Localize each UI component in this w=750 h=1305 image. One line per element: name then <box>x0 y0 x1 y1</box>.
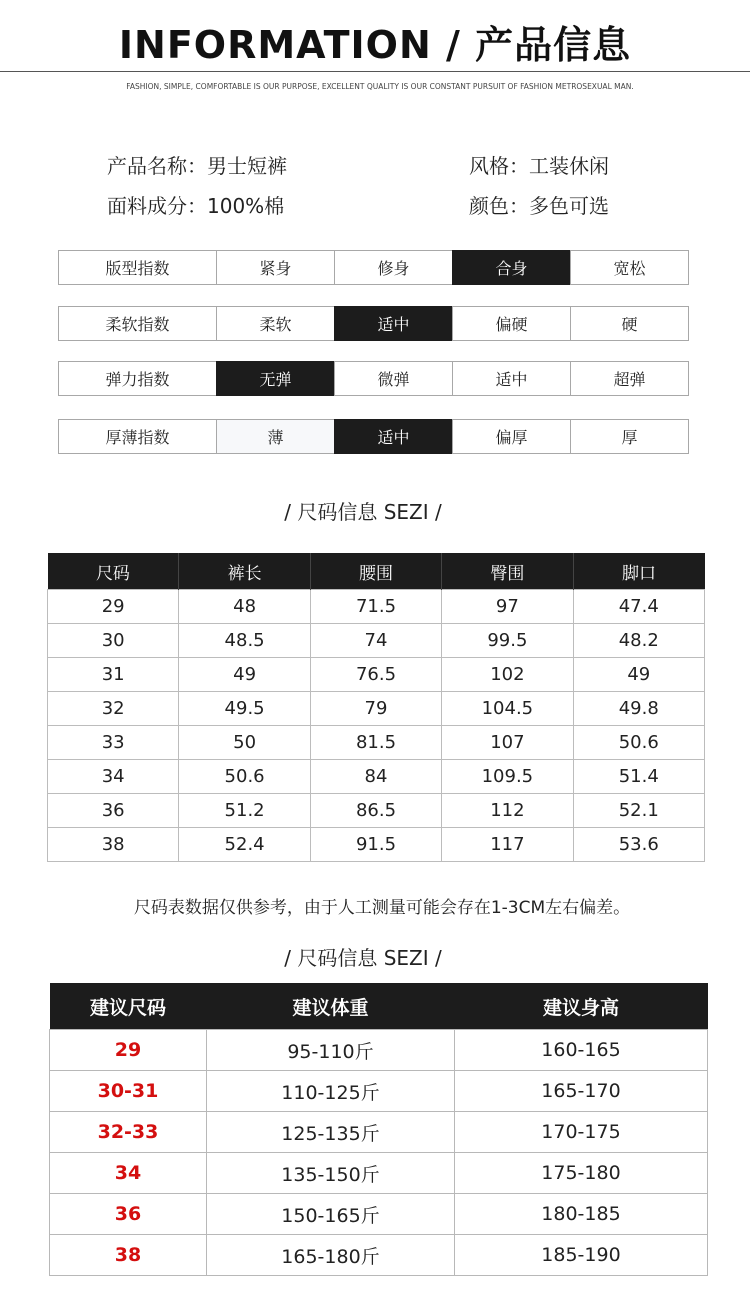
index-label: 柔软指数 <box>58 306 217 341</box>
index-option: 柔软 <box>216 306 335 341</box>
table-cell: 30 <box>48 624 179 658</box>
table-cell: 49 <box>179 658 310 692</box>
table-cell: 150-165斤 <box>207 1194 455 1235</box>
table-row <box>48 658 705 692</box>
table-cell: 97 <box>442 590 573 624</box>
table-cell: 48 <box>179 590 310 624</box>
column-header: 脚口 <box>573 553 704 590</box>
table-cell: 49.5 <box>179 692 310 726</box>
table-row <box>48 590 705 624</box>
title-divider <box>0 71 750 72</box>
product-style: 风格：工装休闲 <box>469 154 609 178</box>
table-cell: 99.5 <box>442 624 573 658</box>
brand-tagline: FASHION, SIMPLE, COMFORTABLE IS OUR PURPOSE, EXCELLENT QUALITY IS OUR CONSTANT PURSUIT OF FASHION METROSEXUAL MAN. <box>126 82 634 91</box>
column-header: 腰围 <box>310 553 441 590</box>
index-option: 硬 <box>570 306 689 341</box>
table-cell: 160-165 <box>455 1030 708 1071</box>
recommend-section-title: / 尺码信息 SEZI / <box>284 946 442 970</box>
index-label: 弹力指数 <box>58 361 217 396</box>
table-row <box>50 1030 708 1071</box>
table-cell: 48.5 <box>179 624 310 658</box>
thickness-index-row <box>58 419 690 454</box>
table-cell: 36 <box>48 794 179 828</box>
table-cell: 34 <box>48 760 179 794</box>
table-cell: 50.6 <box>179 760 310 794</box>
table-cell: 112 <box>442 794 573 828</box>
table-cell: 165-170 <box>455 1071 708 1112</box>
table-cell: 71.5 <box>310 590 441 624</box>
table-cell: 47.4 <box>573 590 704 624</box>
column-header: 尺码 <box>48 553 179 590</box>
table-cell: 95-110斤 <box>207 1030 455 1071</box>
table-cell: 117 <box>442 828 573 862</box>
table-cell: 51.2 <box>179 794 310 828</box>
table-cell: 81.5 <box>310 726 441 760</box>
index-option: 超弹 <box>570 361 689 396</box>
table-cell: 84 <box>310 760 441 794</box>
measurement-note: 尺码表数据仅供参考，由于人工测量可能会存在1-3CM左右偏差。 <box>133 898 631 918</box>
table-cell: 170-175 <box>455 1112 708 1153</box>
table-cell: 53.6 <box>573 828 704 862</box>
column-header: 建议体重 <box>207 983 455 1030</box>
fit-index-row <box>58 250 690 285</box>
table-row <box>48 794 705 828</box>
softness-index-row <box>58 306 690 341</box>
table-cell: 109.5 <box>442 760 573 794</box>
table-row <box>48 828 705 862</box>
product-name: 产品名称：男士短裤 <box>107 154 287 178</box>
table-cell: 29 <box>48 590 179 624</box>
elasticity-index-row <box>58 361 690 396</box>
table-cell: 107 <box>442 726 573 760</box>
table-cell: 110-125斤 <box>207 1071 455 1112</box>
table-row <box>48 624 705 658</box>
product-color: 颜色：多色可选 <box>469 194 609 218</box>
size-section-title: / 尺码信息 SEZI / <box>284 500 442 524</box>
index-option: 微弹 <box>334 361 453 396</box>
recommend-table <box>49 983 708 1276</box>
table-cell: 49.8 <box>573 692 704 726</box>
index-option-selected: 合身 <box>452 250 571 285</box>
table-cell: 76.5 <box>310 658 441 692</box>
index-label: 版型指数 <box>58 250 217 285</box>
column-header: 建议尺码 <box>50 983 207 1030</box>
table-cell: 50 <box>179 726 310 760</box>
table-cell: 175-180 <box>455 1153 708 1194</box>
index-option: 厚 <box>570 419 689 454</box>
table-cell: 31 <box>48 658 179 692</box>
index-option: 适中 <box>452 361 571 396</box>
table-cell: 52.1 <box>573 794 704 828</box>
table-cell: 185-190 <box>455 1235 708 1276</box>
table-row <box>50 1194 708 1235</box>
table-row <box>48 726 705 760</box>
index-option: 偏硬 <box>452 306 571 341</box>
table-cell: 125-135斤 <box>207 1112 455 1153</box>
table-cell: 180-185 <box>455 1194 708 1235</box>
index-option-selected: 适中 <box>334 306 453 341</box>
table-cell: 32 <box>48 692 179 726</box>
index-option-selected: 无弹 <box>216 361 335 396</box>
table-row <box>50 1235 708 1276</box>
table-cell: 79 <box>310 692 441 726</box>
table-row <box>48 692 705 726</box>
index-option: 紧身 <box>216 250 335 285</box>
index-option: 修身 <box>334 250 453 285</box>
table-cell: 49 <box>573 658 704 692</box>
table-cell: 135-150斤 <box>207 1153 455 1194</box>
table-cell: 38 <box>48 828 179 862</box>
table-cell: 52.4 <box>179 828 310 862</box>
table-cell: 48.2 <box>573 624 704 658</box>
table-cell: 104.5 <box>442 692 573 726</box>
table-header-row <box>48 553 705 590</box>
size-cell: 38 <box>50 1235 207 1276</box>
table-row <box>50 1071 708 1112</box>
table-cell: 86.5 <box>310 794 441 828</box>
size-cell: 29 <box>50 1030 207 1071</box>
table-cell: 33 <box>48 726 179 760</box>
page-title: INFORMATION / 产品信息 <box>118 23 632 67</box>
table-cell: 51.4 <box>573 760 704 794</box>
table-cell: 74 <box>310 624 441 658</box>
table-cell: 91.5 <box>310 828 441 862</box>
column-header: 臀围 <box>442 553 573 590</box>
table-cell: 50.6 <box>573 726 704 760</box>
column-header: 裤长 <box>179 553 310 590</box>
column-header: 建议身高 <box>455 983 708 1030</box>
index-option: 偏厚 <box>452 419 571 454</box>
table-cell: 102 <box>442 658 573 692</box>
table-row <box>50 1112 708 1153</box>
index-option: 宽松 <box>570 250 689 285</box>
size-cell: 34 <box>50 1153 207 1194</box>
size-table <box>47 553 705 862</box>
index-label: 厚薄指数 <box>58 419 217 454</box>
table-row <box>50 1153 708 1194</box>
size-cell: 36 <box>50 1194 207 1235</box>
table-cell: 165-180斤 <box>207 1235 455 1276</box>
size-cell: 32-33 <box>50 1112 207 1153</box>
size-cell: 30-31 <box>50 1071 207 1112</box>
table-row <box>48 760 705 794</box>
product-fabric: 面料成分：100%棉 <box>107 194 285 218</box>
index-option-selected: 适中 <box>334 419 453 454</box>
table-header-row <box>50 983 708 1030</box>
index-option: 薄 <box>216 419 335 454</box>
